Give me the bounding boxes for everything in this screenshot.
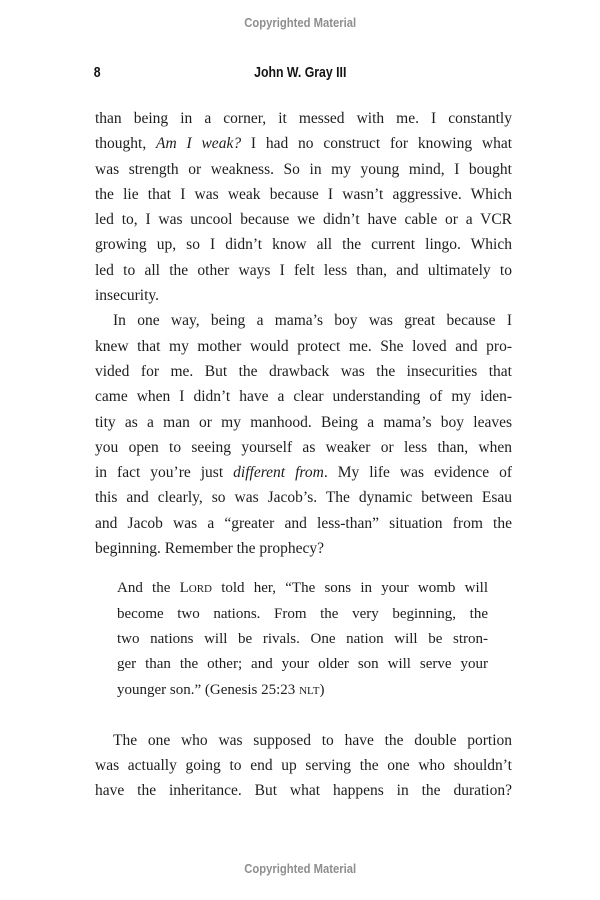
text-segment: thought, [95,135,157,153]
text-segment: tity as a man or my manhood. Being a mama’s boy leaves [95,413,512,431]
text-line [95,334,512,359]
text-line [117,602,488,627]
body-paragraph [95,308,512,561]
text-line [95,485,512,510]
text-segment: in fact you’re just [95,464,234,482]
copyright-notice-bottom [0,862,600,877]
text-line [95,410,512,435]
scripture-blockquote [117,576,488,702]
text-line [95,536,512,561]
text-segment: was actually going to end up serving the one who shouldn’t [95,757,512,775]
text-line [95,359,512,384]
text-line [117,627,488,652]
italic-text: Am I weak? [156,135,242,153]
body-paragraph [95,106,512,308]
text-segment: came when I didn’t have a clear understanding of my iden- [95,388,512,406]
text-segment: told her, “The sons in your womb will [211,580,488,597]
text-segment: growing up, so I didn’t know all the current lingo. Which [95,236,512,254]
text-line [117,652,488,677]
small-caps-text: nlt [299,681,320,698]
small-caps-text: Lord [179,580,212,597]
text-segment: The one who was supposed to have the double portion [113,731,512,749]
text-line [95,778,512,803]
text-segment: the lie that I was weak because I wasn’t aggressive. Which [95,185,512,203]
text-segment: than being in a corner, it messed with me. I constantly [95,110,512,127]
text-line [95,283,512,308]
text-line [117,576,488,601]
text-segment: led to, I was uncool because we didn’t have cable or a VCR [95,211,512,229]
copyright-notice-top [0,16,600,31]
text-segment: beginning. Remember the prophecy? [95,540,324,558]
copyright-notice-top-text: Copyrighted Material [244,16,356,30]
page-header [0,64,600,82]
book-page-text [95,106,512,804]
text-line [95,258,512,283]
text-segment: you open to seeing yourself as weaker or less than, when [95,438,512,456]
text-segment: led to all the other ways I felt less than, and ultimately to [95,261,512,279]
text-segment: was strength or weakness. So in my young mind, I bought [95,160,512,178]
text-segment: become two nations. From the very beginning, the [117,605,488,622]
text-segment: I had no construct for knowing what [241,135,512,153]
text-line [117,678,488,703]
text-line [95,511,512,536]
text-line [95,728,512,753]
italic-text: different from [233,464,324,482]
text-line [95,753,512,778]
text-segment: and Jacob was a “greater and less-than” situation from the [95,514,512,532]
text-line [95,308,512,333]
text-segment: two nations will be rivals. One nation will be stron- [117,630,488,647]
page-number: 8 [93,64,101,81]
text-segment: In one way, being a mama’s boy was great because I [113,312,512,330]
body-paragraph [95,728,512,804]
text-line [95,460,512,485]
text-segment: this and clearly, so was Jacob’s. The dynamic between Esau [95,489,512,507]
text-segment: younger son.” (Genesis 25:23 [117,681,300,698]
text-line [95,131,512,156]
text-segment: And the [117,580,180,597]
text-line [95,207,512,232]
text-line [95,182,512,207]
text-line [95,384,512,409]
text-line [95,232,512,257]
text-segment: knew that my mother would protect me. She loved and pro- [95,337,512,355]
text-segment: . My life was evidence of [323,464,512,482]
text-line [95,157,512,182]
text-segment: insecurity. [95,287,159,305]
copyright-notice-bottom-text: Copyrighted Material [244,862,356,876]
text-segment: ) [319,681,325,698]
text-segment: vided for me. But the drawback was the insecurities that [95,362,512,380]
text-segment: have the inheritance. But what happens in the duration? [95,782,512,800]
text-segment: ger than the other; and your older son will serve your [117,656,488,673]
text-line [95,106,512,131]
running-header-title: John W. Gray III [253,64,347,81]
text-line [95,435,512,460]
